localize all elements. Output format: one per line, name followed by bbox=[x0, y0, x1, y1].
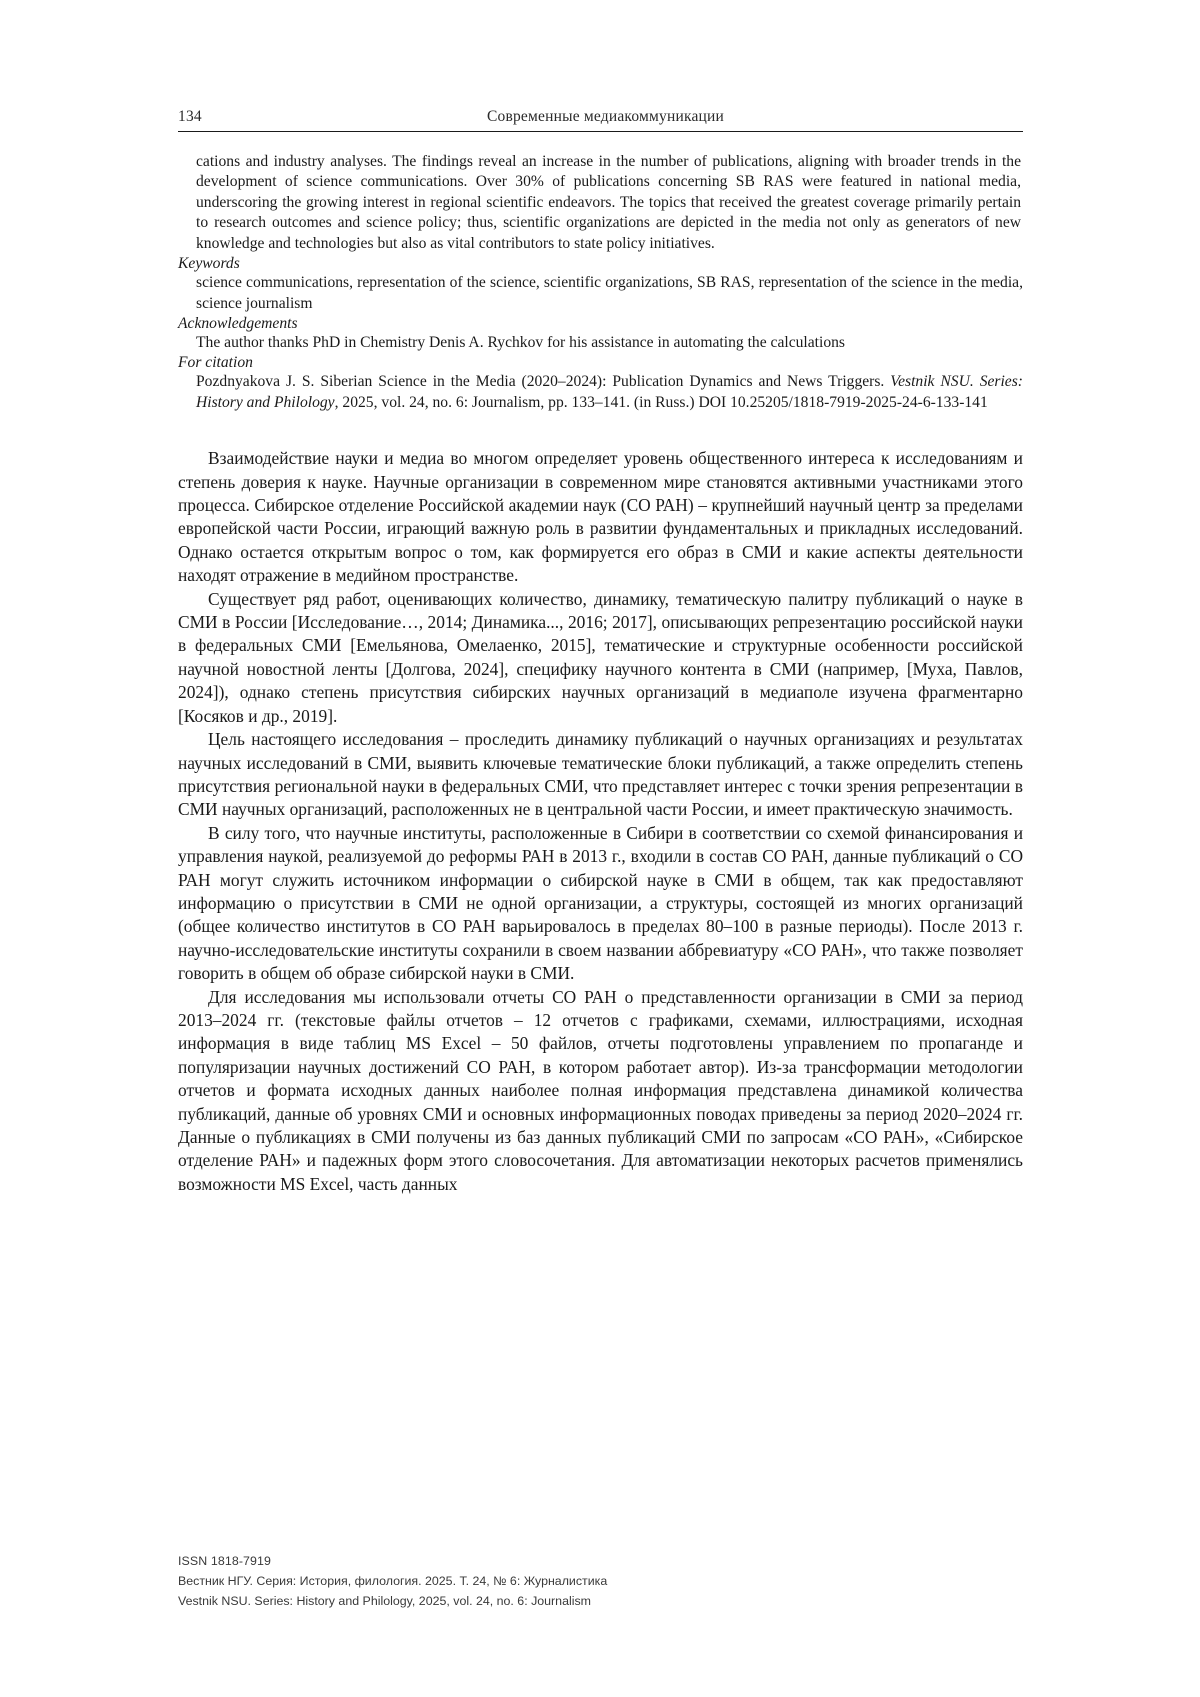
footer-issn: ISSN 1818-7919 bbox=[178, 1554, 272, 1568]
body-paragraph-1: Взаимодействие науки и медиа во многом определяет уровень общественного интереса к исследованиям и степень доверия к науке. Научные организации в современном мире становятся активными участниками этого процесса. Сибирское отделение Российской академии наук (СО РАН) – крупнейший научный центр за пределами европейской части России, играющий важную роль в развитии фундаментальных и прикладных исследований. Однако остается открытым вопрос о том, как формируется его образ в СМИ и какие аспекты деятельности находят отражение в медийном пространстве. bbox=[178, 448, 1023, 586]
page-number: 134 bbox=[178, 108, 202, 125]
running-head bbox=[178, 108, 1023, 131]
citation-journal: Vestnik NSU. Series: History and Philology bbox=[196, 373, 1023, 411]
abstract-continuation bbox=[196, 152, 1021, 254]
citation-part2: , 2025, vol. 24, no. 6: Journalism, pp. 133–141. (in Russ.) DOI 10.25205/1818-7919-2025-24-6-133-141 bbox=[334, 393, 988, 411]
header-rule bbox=[178, 131, 1023, 132]
page-content bbox=[178, 108, 1023, 1196]
keywords-text: science communications, representation of the science, scientific organizations, SB RAS, representation of the science in the media, science journalism bbox=[196, 274, 1023, 312]
acknowledgements-text: The author thanks PhD in Chemistry Denis A. Rychkov for his assistance in automating the calculations bbox=[196, 333, 846, 351]
abstract-text: cations and industry analyses. The findings reveal an increase in the number of publications, aligning with broader trends in the development of science communications. Over 30% of publications concerning SB RAS were featured in national media, underscoring the growing interest in regional scientific endeavors. The topics that received the greatest coverage primarily pertain to research outcomes and science policy; thus, scientific organizations are depicted in the media not only as generators of new knowledge and technologies but also as vital contributors to state policy initiatives. bbox=[196, 153, 1021, 252]
body-paragraph-3: Цель настоящего исследования – проследить динамику публикаций о научных организациях и результатах научных исследований в СМИ, выявить ключевые тематические блоки публикаций, а также определить степень присутствия региональной науки в федеральных СМИ, что представляет интерес с точки зрения репрезентации в СМИ научных организаций, расположенных не в центральной части России, и имеет практическую значимость. bbox=[178, 729, 1023, 820]
body-paragraph-4: В силу того, что научные институты, расположенные в Сибири в соответствии со схемой финансирования и управления наукой, реализуемой до реформы РАН в 2013 г., входили в состав СО РАН, данные публикаций о СО РАН могут служить источником информации о сибирской науке в СМИ в общем, так как предоставляют информацию о присутствии в СМИ не одной организации, а структуры, состоящей из многих организаций (общее количество институтов в СО РАН варьировалось в пределах 80–100 в разные периоды). После 2013 г. научно-исследовательские институты сохранили в своем названии аббревиатуру «СО РАН», что также позволяет говорить в общем об образе сибирской науки в СМИ. bbox=[178, 822, 1023, 984]
footer-journal-en: Vestnik NSU. Series: History and Philology, 2025, vol. 24, no. 6: Journalism bbox=[178, 1594, 591, 1609]
page-footer bbox=[178, 1551, 1023, 1611]
for-citation-label: For citation bbox=[178, 354, 253, 372]
footer-journal-ru: Вестник НГУ. Серия: История, филология. 2025. Т. 24, № 6: Журналистика bbox=[178, 1574, 608, 1589]
citation-text bbox=[196, 372, 1023, 413]
article-body bbox=[178, 447, 1023, 1196]
body-paragraph-2: Существует ряд работ, оценивающих количество, динамику, тематическую палитру публикаций о науке в СМИ в России [Исследование…, 2014; Динамика..., 2016; 2017], описывающих репрезентацию российской науки в федеральных СМИ [Емельянова, Омелаенко, 2015], тематические и структурные особенности российской научной новостной ленты [Долгова, 2024], специфику научного контента в СМИ (например, [Муха, Павлов, 2024]), однако степень присутствия сибирских научных организаций в медиаполе изучена фрагментарно [Косяков и др., 2019]. bbox=[178, 588, 1023, 726]
body-paragraph-5: Для исследования мы использовали отчеты СО РАН о представленности организации в СМИ за период 2013–2024 гг. (текстовые файлы отчетов – 12 отчетов с графиками, схемами, иллюстрациями, исходная информация в виде таблиц MS Excel – 50 файлов, отчеты подготовлены управлением по пропаганде и популяризации научных достижений СО РАН, в котором работает автор). Из-за трансформации методологии отчетов и формата исходных данных наиболее полная информация представлена динамикой количества публикаций, данные об уровнях СМИ и основных информационных поводах приведены за период 2020–2024 гг. Данные о публикациях в СМИ получены из баз данных публикаций СМИ по запросам «СО РАН», «Сибирское отделение РАН» и падежных форм этого словосочетания. Для автоматизации некоторых расчетов применялись возможности MS Excel, часть данных bbox=[178, 986, 1023, 1194]
acknowledgements-label: Acknowledgements bbox=[178, 314, 298, 332]
citation-part1: Pozdnyakova J. S. Siberian Science in the Media (2020–2024): Publication Dynamics and News Triggers. bbox=[196, 373, 891, 391]
keywords-label: Keywords bbox=[178, 255, 240, 273]
running-title: Современные медиакоммуникации bbox=[486, 108, 725, 125]
